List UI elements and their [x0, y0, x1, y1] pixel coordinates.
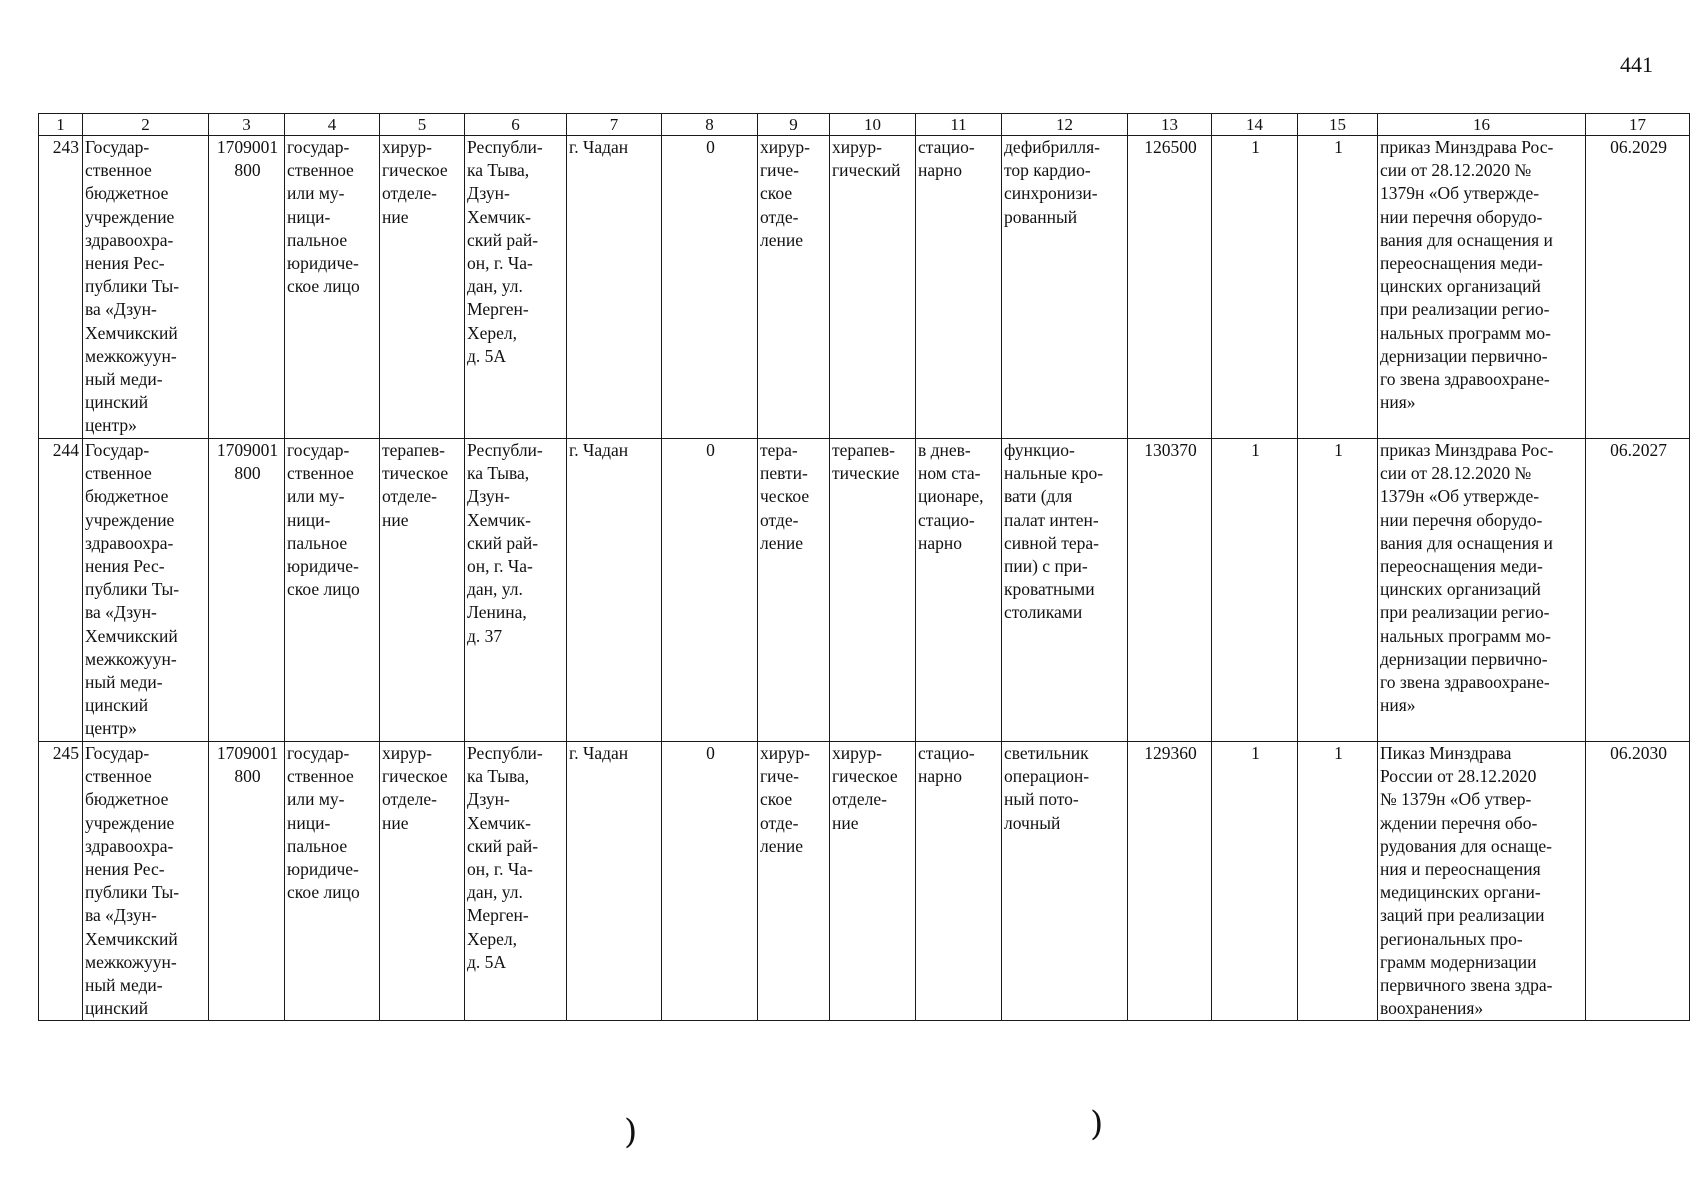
address: Республи- ка Тыва, Дзун- Хемчик- ский рай- он, г. Ча- дан, ул. Мерген- Херел, д. 5А [465, 136, 567, 439]
column-number: 14 [1212, 114, 1298, 136]
deadline-date: 06.2027 [1586, 439, 1690, 742]
organization-code: 1709001 800 [209, 136, 285, 439]
column-8-value: 0 [662, 439, 758, 742]
row-number: 243 [39, 136, 83, 439]
city: г. Чадан [567, 136, 662, 439]
column-number: 12 [1002, 114, 1128, 136]
unit: тера- певти- ческое отде- ление [758, 439, 830, 742]
profile: хирур- гическое отделе- ние [830, 742, 916, 1021]
organization-name: Государ- ственное бюджетное учреждение здравоохра- нения Рес- публики Ты- ва «Дзун- Хемчикский межкожуун- ный меди- цинский центр» [83, 439, 209, 742]
column-number: 8 [662, 114, 758, 136]
unit: хирур- гиче- ское отде- ление [758, 136, 830, 439]
column-number: 3 [209, 114, 285, 136]
address: Республи- ка Тыва, Дзун- Хемчик- ский рай- он, г. Ча- дан, ул. Ленина, д. 37 [465, 439, 567, 742]
quantity-value: 1 [1298, 136, 1378, 439]
column-number: 2 [83, 114, 209, 136]
organization-name: Государ- ственное бюджетное учреждение здравоохра- нения Рес- публики Ты- ва «Дзун- Хемчикский межкожуун- ный меди- цинский [83, 742, 209, 1021]
column-number: 5 [380, 114, 465, 136]
column-number: 15 [1298, 114, 1378, 136]
equipment-register-table [38, 113, 1690, 1021]
column-8-value: 0 [662, 742, 758, 1021]
city: г. Чадан [567, 742, 662, 1021]
care-conditions: в днев- ном ста- ционаре, стацио- нарно [916, 439, 1002, 742]
profile: хирур- гический [830, 136, 916, 439]
legal-form: государ- ственное или му- ници- пальное юридиче- ское лицо [285, 742, 380, 1021]
column-number: 13 [1128, 114, 1212, 136]
city: г. Чадан [567, 439, 662, 742]
table-row [39, 742, 1690, 1021]
department: хирур- гическое отделе- ние [380, 136, 465, 439]
price-value: 130370 [1128, 439, 1212, 742]
quantity-value: 1 [1298, 439, 1378, 742]
row-number: 245 [39, 742, 83, 1021]
equipment-name: дефибрилля- тор кардио- синхронизи- рованный [1002, 136, 1128, 439]
column-8-value: 0 [662, 136, 758, 439]
quantity-value: 1 [1298, 742, 1378, 1021]
address: Республи- ка Тыва, Дзун- Хемчик- ский рай- он, г. Ча- дан, ул. Мерген- Херел, д. 5А [465, 742, 567, 1021]
table-row [39, 136, 1690, 439]
equipment-name: светильник операцион- ный пото- лочный [1002, 742, 1128, 1021]
deadline-date: 06.2030 [1586, 742, 1690, 1021]
column-number: 4 [285, 114, 380, 136]
legal-form: государ- ственное или му- ници- пальное юридиче- ское лицо [285, 136, 380, 439]
quantity-value: 1 [1212, 742, 1298, 1021]
table-row [39, 439, 1690, 742]
column-number: 9 [758, 114, 830, 136]
department: терапев- тическое отделе- ние [380, 439, 465, 742]
column-number: 17 [1586, 114, 1690, 136]
row-number: 244 [39, 439, 83, 742]
quantity-value: 1 [1212, 439, 1298, 742]
legal-basis: приказ Минздрава Рос- сии от 28.12.2020 № 1379н «Об утвержде- нии перечня оборудо- вания для оснащения и переоснащения меди- цинских организаций при реализации регио- нальных программ мо- дернизации первично- го звена здравоохране- ния» [1378, 439, 1586, 742]
column-number: 16 [1378, 114, 1586, 136]
department: хирур- гическое отделе- ние [380, 742, 465, 1021]
unit: хирур- гиче- ское отде- ление [758, 742, 830, 1021]
scan-mark: ) [624, 1112, 638, 1152]
column-number: 11 [916, 114, 1002, 136]
column-number-row [39, 114, 1690, 136]
care-conditions: стацио- нарно [916, 742, 1002, 1021]
legal-form: государ- ственное или му- ници- пальное юридиче- ское лицо [285, 439, 380, 742]
column-number: 1 [39, 114, 83, 136]
price-value: 126500 [1128, 136, 1212, 439]
profile: терапев- тические [830, 439, 916, 742]
price-value: 129360 [1128, 742, 1212, 1021]
scan-mark: ) [1090, 1104, 1104, 1144]
equipment-name: функцио- нальные кро- вати (для палат интен- сивной тера- пии) с при- кроватными столиками [1002, 439, 1128, 742]
organization-name: Государ- ственное бюджетное учреждение здравоохра- нения Рес- публики Ты- ва «Дзун- Хемчикский межкожуун- ный меди- цинский центр» [83, 136, 209, 439]
deadline-date: 06.2029 [1586, 136, 1690, 439]
organization-code: 1709001 800 [209, 439, 285, 742]
column-number: 7 [567, 114, 662, 136]
column-number: 6 [465, 114, 567, 136]
page-number: 441 [1620, 52, 1653, 77]
column-number: 10 [830, 114, 916, 136]
quantity-value: 1 [1212, 136, 1298, 439]
care-conditions: стацио- нарно [916, 136, 1002, 439]
organization-code: 1709001 800 [209, 742, 285, 1021]
legal-basis: Пиказ Минздрава России от 28.12.2020 № 1379н «Об утвер- ждении перечня обо- рудования для оснаще- ния и переоснащения медицинских органи- заций при реализации региональных про- грамм модернизации первичного звена здра- воохранения» [1378, 742, 1586, 1021]
legal-basis: приказ Минздрава Рос- сии от 28.12.2020 № 1379н «Об утвержде- нии перечня оборудо- вания для оснащения и переоснащения меди- цинских организаций при реализации регио- нальных программ мо- дернизации первично- го звена здравоохране- ния» [1378, 136, 1586, 439]
